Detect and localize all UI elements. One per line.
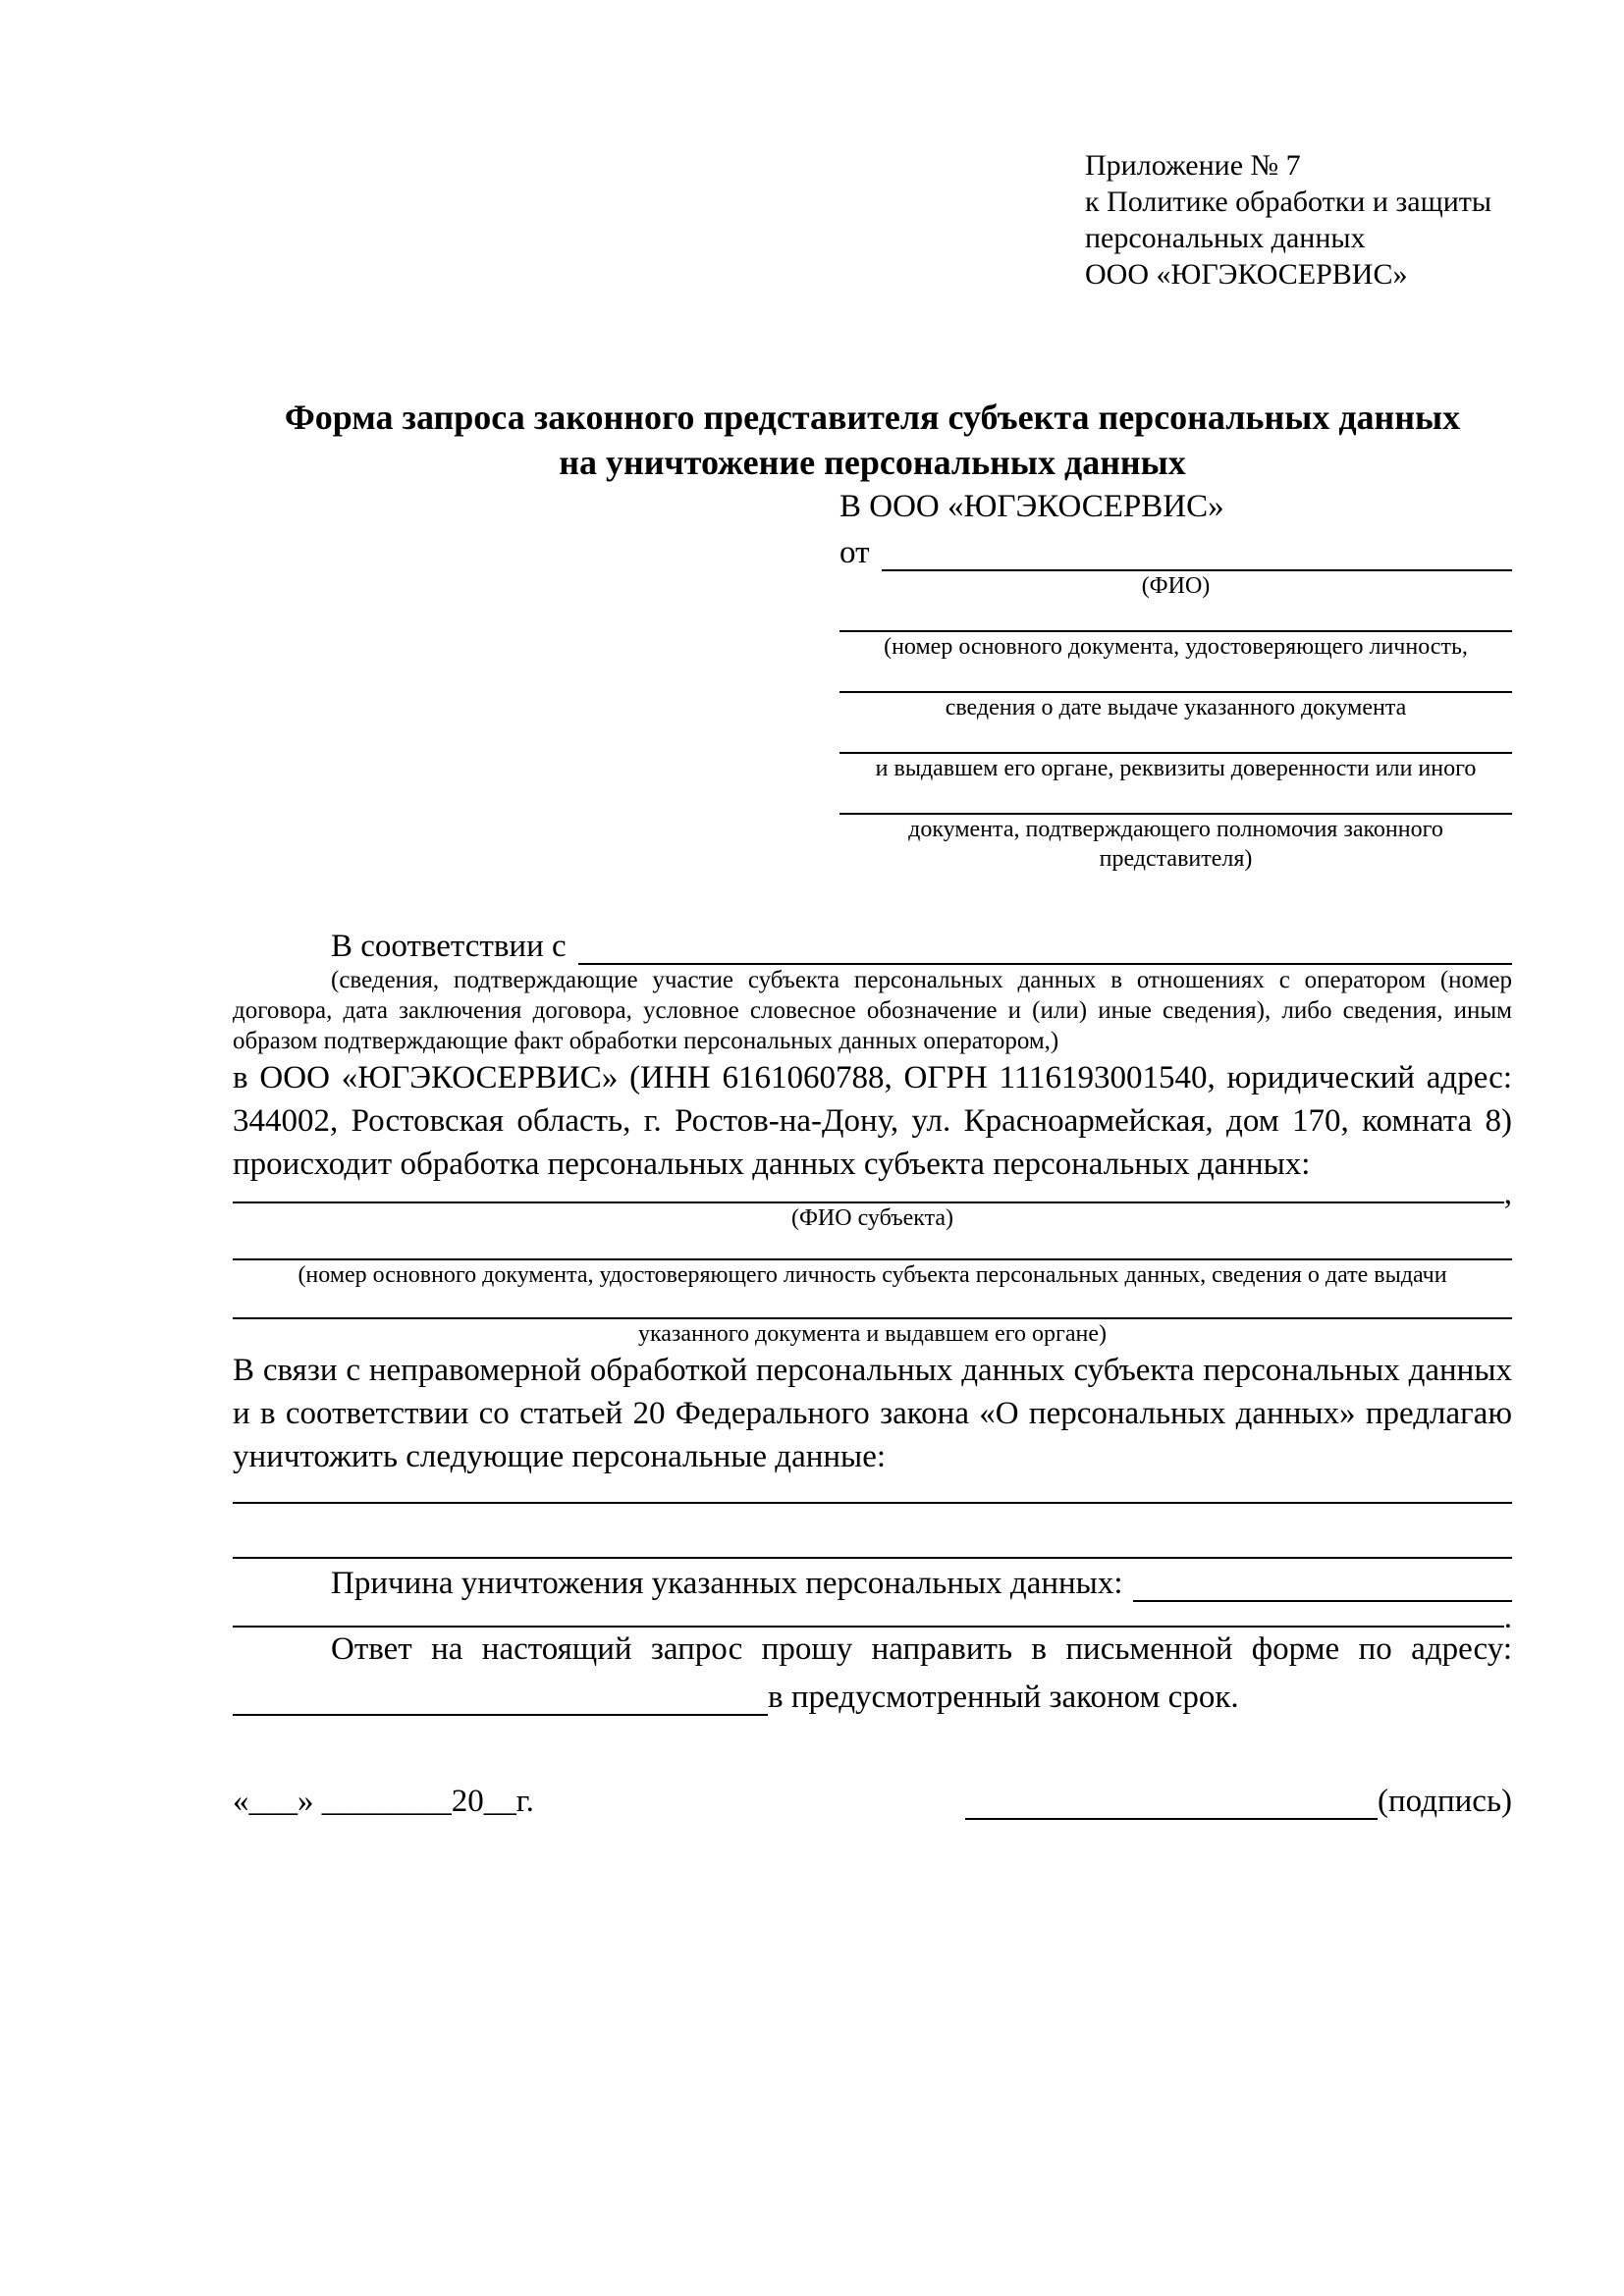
reason-label: Причина уничтожения указанных персональных данных: xyxy=(331,1566,1123,1601)
accordance-row xyxy=(233,921,1512,965)
signature-caption: (подпись) xyxy=(1378,1784,1512,1819)
representative-doc-field-4[interactable] xyxy=(839,783,1512,815)
fio-caption: (ФИО) xyxy=(1141,573,1211,599)
form-title-line-1: Форма запроса законного представителя субъекта персональных данных xyxy=(284,398,1461,437)
form-title xyxy=(233,395,1512,485)
representative-doc-field-2[interactable] xyxy=(839,662,1512,693)
appendix-block xyxy=(1085,147,1512,293)
response-suffix: в предусмотренный законом срок. xyxy=(768,1680,1239,1715)
data-to-destroy-field-2[interactable] xyxy=(233,1504,1512,1559)
signature-field[interactable] xyxy=(965,1785,1378,1820)
representative-fio-field[interactable] xyxy=(882,536,1513,571)
subject-doc-caption-1: (номер основного документа, удостоверяющего личность субъекта персональных данных, сведения о дате выдачи xyxy=(298,1262,1447,1288)
accordance-caption: (сведения, подтверждающие участие субъекта персональных данных в отношениях с оператором (номер договора, дата заключения договора, условное словесное обозначение и (или) иные сведения), либо сведения, иным образом подтверждающие факт обработки персональных данных оператором,) xyxy=(233,967,1512,1054)
footer-row xyxy=(233,1777,1512,1820)
demand-paragraph: В связи с неправомерной обработкой персональных данных субъекта персональных данных и в соответствии со статьей 20 Федерального закона «О персональных данных» предлагаю уничтожить следующие персональные данные: xyxy=(233,1353,1512,1474)
operator-paragraph: в ООО «ЮГЭКОСЕРВИС» (ИНН 6161060788, ОГРН 1116193001540, юридический адрес: 344002, Ростовская область, г. Ростов-на-Дону, ул. Красноармейская, дом 170, комната 8) происходит обработка персональных данных субъекта персональных данных: xyxy=(233,1060,1512,1182)
reason-line-period: . xyxy=(1503,1600,1512,1635)
addressee-organization: В ООО «ЮГЭКОСЕРВИС» xyxy=(839,489,1224,524)
subject-doc-field-1[interactable] xyxy=(233,1233,1512,1260)
response-address-row xyxy=(233,1671,1512,1716)
appendix-line-2: к Политике обработки и защиты xyxy=(1085,186,1492,218)
form-title-line-2: на уничтожение персональных данных xyxy=(559,443,1186,482)
accordance-basis-field[interactable] xyxy=(578,930,1512,965)
representative-doc-field-1[interactable] xyxy=(839,601,1512,632)
date-field[interactable]: «___» ________20__г. xyxy=(233,1784,534,1819)
subject-doc-field-2[interactable] xyxy=(233,1290,1512,1319)
address-field[interactable] xyxy=(233,1679,768,1716)
reason-continuation-row xyxy=(233,1600,1512,1635)
appendix-line-1: Приложение № 7 xyxy=(1085,149,1301,182)
accordance-label: В соответствии с xyxy=(331,929,567,964)
subject-line-comma: , xyxy=(1503,1176,1512,1211)
appendix-line-4: ООО «ЮГЭКОСЕРВИС» xyxy=(1085,258,1408,291)
reason-field-2[interactable] xyxy=(233,1592,1504,1628)
representative-doc-caption-1: (номер основного документа, удостоверяющего личность, xyxy=(884,634,1468,660)
representative-doc-caption-3: и выдавшем его органе, реквизиты доверенности или иного xyxy=(875,756,1477,781)
subject-doc-caption-2: указанного документа и выдавшем его органе) xyxy=(637,1321,1108,1347)
from-label: от xyxy=(839,535,870,570)
addressee-block xyxy=(839,485,1512,874)
subject-fio-row xyxy=(233,1176,1512,1211)
representative-doc-caption-4: документа, подтверждающего полномочия законного представителя) xyxy=(908,817,1443,872)
response-sentence: Ответ на настоящий запрос прошу направить в письменной форме по адресу: xyxy=(331,1631,1512,1667)
subject-fio-field[interactable] xyxy=(233,1168,1504,1203)
representative-doc-field-3[interactable] xyxy=(839,722,1512,754)
representative-doc-caption-2: сведения о дате выдаче указанного документа xyxy=(945,695,1407,721)
from-row xyxy=(839,528,1512,571)
signature-group xyxy=(965,1784,1512,1820)
data-to-destroy-field-1[interactable] xyxy=(233,1478,1512,1504)
subject-fio-caption: (ФИО субъекта) xyxy=(790,1205,954,1231)
appendix-line-3: персональных данных xyxy=(1085,222,1366,254)
